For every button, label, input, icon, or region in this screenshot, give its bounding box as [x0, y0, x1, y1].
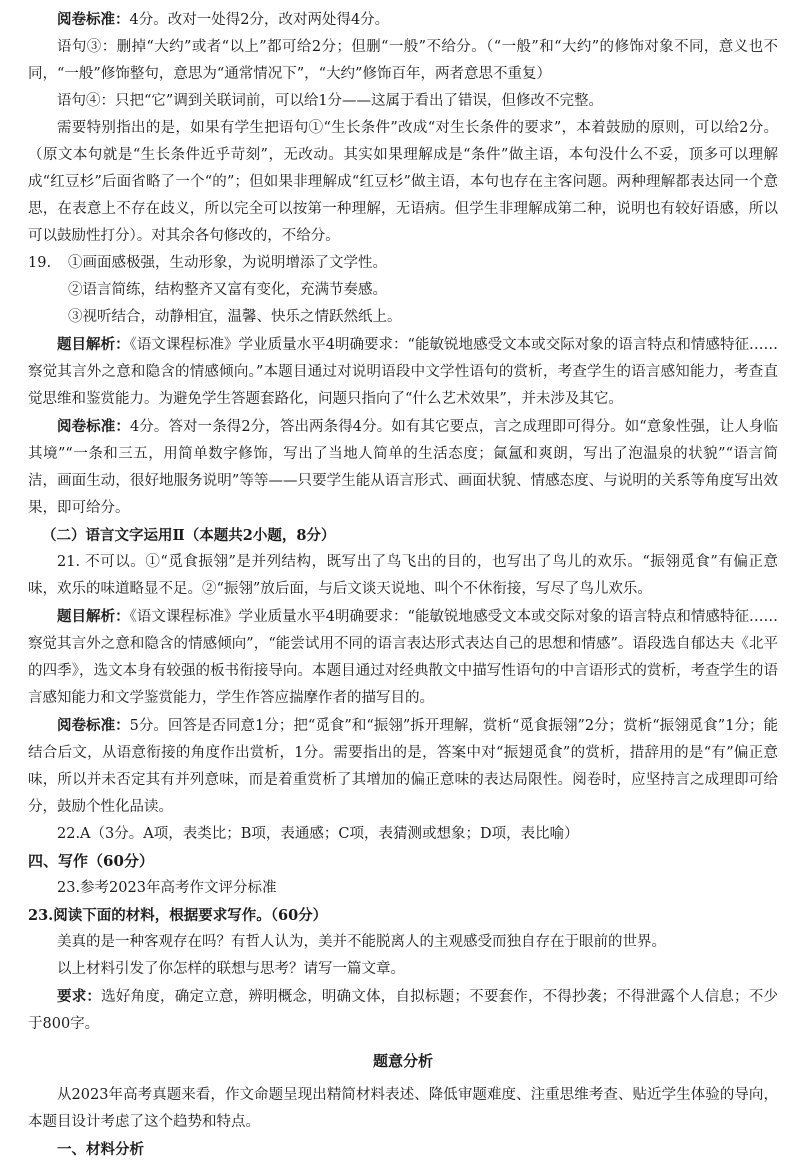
label: 阅卷标准：: [57, 11, 130, 28]
answer-22: 22.A（3分。A项，表类比；B项，表通感；C项，表猜测或想象；D项，表比喻）: [57, 826, 579, 842]
grading-standard-18: 阅卷标准：4分。改对一处得2分，改对两处得4分。: [57, 11, 390, 28]
analysis-title: 题意分析: [372, 1052, 433, 1070]
material-text: 美真的是一种客观存在吗？有哲人认为，美并不能脱离人的主观感受而独自存在于眼前的世界。: [57, 934, 666, 950]
paragraph: 语句③：删掉“大约”或者“以上”都可给2分；但删“一般”不给分。（“一般”和“大约”的修饰对象不同，意义也不同，“一般”修饰整句，意思为“通常情况下”，“大约”修饰百年，两者意思不重复）: [28, 39, 778, 82]
label: 题目解析：: [57, 608, 130, 625]
paragraph: 23.参考2023年高考作文评分标准: [57, 880, 277, 896]
question-19-answer-3: ③视听结合，动静相宜，温馨、快乐之情跃然纸上。: [68, 309, 402, 325]
label: 要求：: [57, 988, 102, 1005]
analysis-21: 题目解析：《语文课程标准》学业质量水平4明确要求：“能敏锐地感受文本或交际对象的语言特点和情感特征……察觉其言外之意和隐含的情感倾向”，“能尝试用不同的语言表达形式表达自己的思想和情感”。语段选自郁达夫《北平的四季》，选文本身有较强的板书衔接导向。本题目通过对经典散文中描写性语句的中言语形式的赏析，考查学生的语言感知能力和文学鉴赏能力，学生作答应揣摩作者的描写目的。: [28, 608, 779, 706]
question-23: 23.阅读下面的材料，根据要求写作。（60分）: [28, 907, 328, 924]
paragraph: 语句④：只把“它”调到关联词前，可以给1分——这属于看出了错误，但修改不完整。: [57, 93, 604, 109]
label: 阅卷标准：: [57, 717, 130, 734]
question-19-answer-2: ②语言简练，结构整齐又富有变化，充满节奏感。: [68, 282, 387, 298]
answer-21: 21. 不可以。①“觅食振翎”是并列结构，既写出了鸟飞出的目的，也写出了鸟儿的欢乐。“振翎觅食”有偏正意味，欢乐的味道略显不足。②“振翎”放后面，与后文谈天说地、叫个不休衔接，写尽了鸟儿欢乐。: [28, 554, 778, 597]
grading-standard-19: 阅卷标准：4分。答对一条得2分，答出两条得4分。如有其它要点，言之成理即可得分。如“意象性强，让人身临其境”“一条和三五，用简单数字修饰，写出了当地人简单的生活态度；氤氲和爽朗，写出了泡温泉的状貌”“语言简洁，画面生动，很好地服务说明”等等——只要学生能从语言形式、画面状貌、情感态度、与说明的关系等角度写出效果，即可给分。: [28, 418, 779, 516]
section-heading: （二）语言文字运用Ⅱ（本题共2小题，8分）: [42, 527, 336, 544]
label: 题目解析：: [57, 336, 130, 353]
paragraph: 从2023年高考真题来看，作文命题呈现出精简材料表述、降低审题难度、注重思维考查、贴近学生体验的导向，本题目设计考虑了这个趋势和特点。: [28, 1087, 778, 1130]
question-19-answer-1: 19. ①画面感极强，生动形象，为说明增添了文学性。: [28, 250, 778, 277]
question-number: 19.: [28, 255, 52, 271]
paragraph: 需要特别指出的是，如果有学生把语句①“生长条件”改成“对生长条件的要求”，本着鼓励的原则，可以给2分。（原文本句就是“生长条件近乎苛刻”，无改动。其实如果理解成是“条件”做主语，本句没什么不妥，顶多可以理解成“红豆杉”后面省略了一个“的”；但如果非理解成“红豆杉”做主语，本句也存在主客问题。两种理解都表达同一个意思，在表意上不存在歧义，所以完全可以按第一种理解，无语病。但学生非理解成第二种，说明也有较好语感，所以可以鼓励性打分）。对其余各句修改的，不给分。: [28, 120, 778, 244]
analysis-19: 题目解析：《语文课程标准》学业质量水平4明确要求：“能敏锐地感受文本或交际对象的语言特点和情感特征……察觉其言外之意和隐含的情感倾向。”本题目通过对说明语段中文学性语句的赏析，考查学生的语言感知能力，考查直觉思维和鉴赏能力。为避免学生答题套路化，问题只指向了“什么艺术效果”，并未涉及其它。: [28, 336, 779, 407]
subheading: 一、材料分析: [57, 1141, 144, 1158]
grading-standard-21: 阅卷标准：5分。回答是否同意1分；把“觅食”和“振翎”拆开理解，赏析“觅食振翎”2分；赏析“振翎觅食”1分；能结合后文，从语意衔接的角度作出赏析，1分。需要指出的是，答案中对“振翅觅食”的赏析，措辞用的是“有”偏正意味，所以并未否定其有并列意味，而是着重赏析了其增加的偏正意味的表达局限性。阅卷时，应坚持言之成理即可给分，鼓励个性化品读。: [28, 717, 778, 815]
section-heading-writing: 四、写作（60分）: [28, 852, 154, 870]
label: 阅卷标准：: [57, 418, 130, 435]
prompt-text: 以上材料引发了你怎样的联想与思考？请写一篇文章。: [57, 961, 405, 977]
requirements: 要求：选好角度，确定立意，辨明概念，明确文体，自拟标题；不要套作，不得抄袭；不得泄露个人信息；不少于800字。: [28, 988, 778, 1032]
